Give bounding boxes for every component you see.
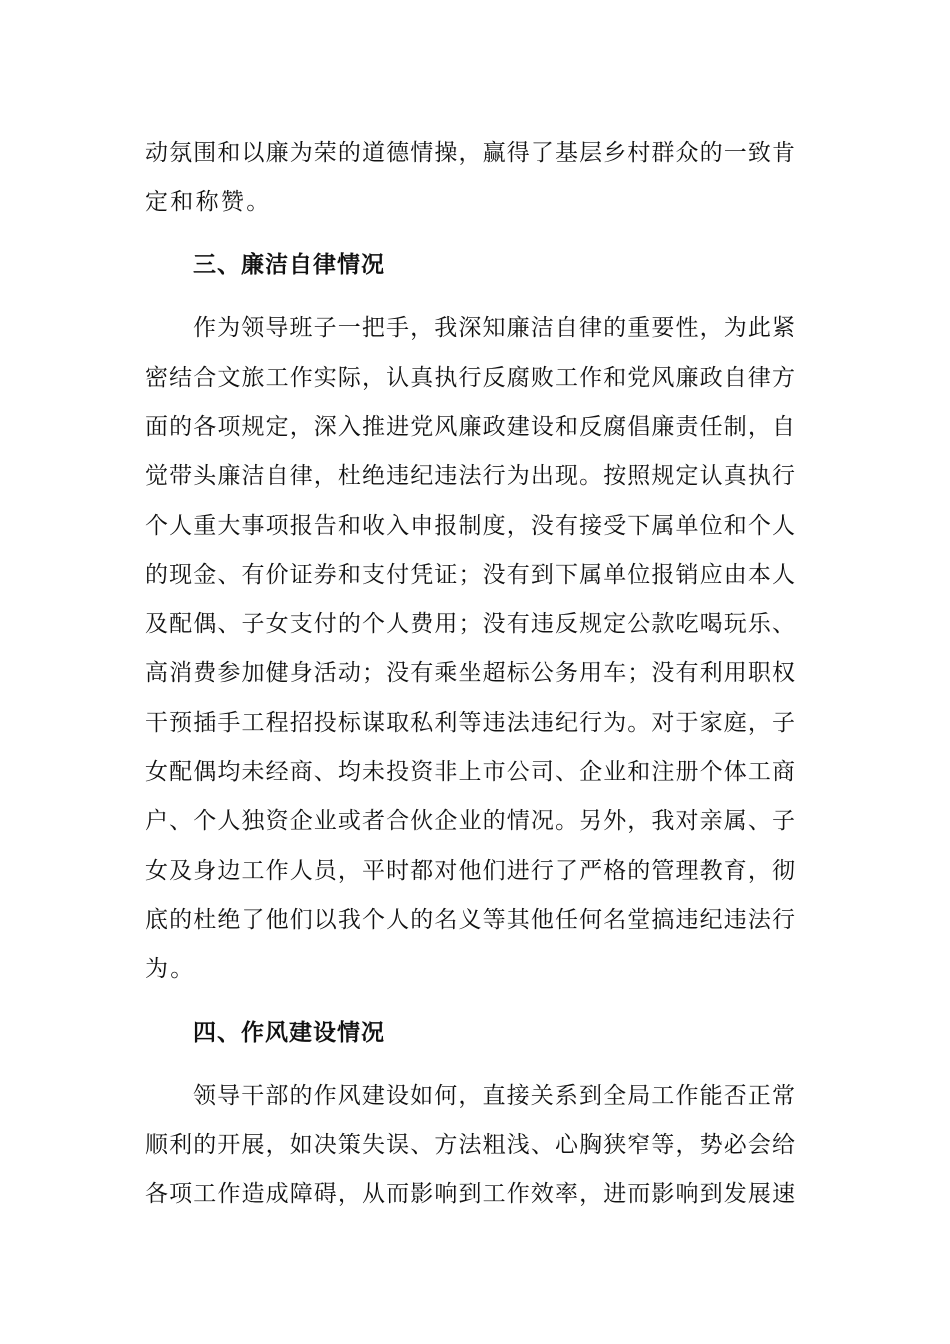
paragraph-line: 女及身边工作人员，平时都对他们进行了严格的管理教育，彻 xyxy=(145,858,795,884)
paragraph-line: 领导干部的作风建设如何，直接关系到全局工作能否正常 xyxy=(193,1083,795,1109)
paragraph-line: 面的各项规定，深入推进党风廉政建设和反腐倡廉责任制，自 xyxy=(145,414,795,440)
paragraph-line: 定和称赞。 xyxy=(145,189,272,215)
section-heading-work-style: 四、作风建设情况 xyxy=(193,1020,385,1046)
paragraph-line: 密结合文旅工作实际，认真执行反腐败工作和党风廉政自律方 xyxy=(145,365,795,391)
paragraph-line: 为。 xyxy=(145,956,196,982)
paragraph-line: 作为领导班子一把手，我深知廉洁自律的重要性，为此紧 xyxy=(193,315,795,341)
paragraph-line: 动氛围和以廉为荣的道德情操，赢得了基层乡村群众的一致肯 xyxy=(145,140,795,166)
paragraph-line: 的现金、有价证券和支付凭证；没有到下属单位报销应由本人 xyxy=(145,562,795,588)
paragraph-line: 及配偶、子女支付的个人费用；没有违反规定公款吃喝玩乐、 xyxy=(145,611,795,637)
paragraph-line: 户、个人独资企业或者合伙企业的情况。另外，我对亲属、子 xyxy=(145,808,795,834)
paragraph-line: 底的杜绝了他们以我个人的名义等其他任何名堂搞违纪违法行 xyxy=(145,907,795,933)
paragraph-line: 觉带头廉洁自律，杜绝违纪违法行为出现。按照规定认真执行 xyxy=(145,463,795,489)
section-heading-integrity: 三、廉洁自律情况 xyxy=(193,252,385,278)
paragraph-line: 女配偶均未经商、均未投资非上市公司、企业和注册个体工商 xyxy=(145,759,795,785)
paragraph-line: 顺利的开展，如决策失误、方法粗浅、心胸狭窄等，势必会给 xyxy=(145,1132,795,1158)
paragraph-line: 个人重大事项报告和收入申报制度，没有接受下属单位和个人 xyxy=(145,513,795,539)
paragraph-line: 高消费参加健身活动；没有乘坐超标公务用车；没有利用职权 xyxy=(145,660,795,686)
paragraph-line: 干预插手工程招投标谋取私利等违法违纪行为。对于家庭，子 xyxy=(145,710,795,736)
paragraph-line: 各项工作造成障碍，从而影响到工作效率，进而影响到发展速 xyxy=(145,1181,795,1207)
